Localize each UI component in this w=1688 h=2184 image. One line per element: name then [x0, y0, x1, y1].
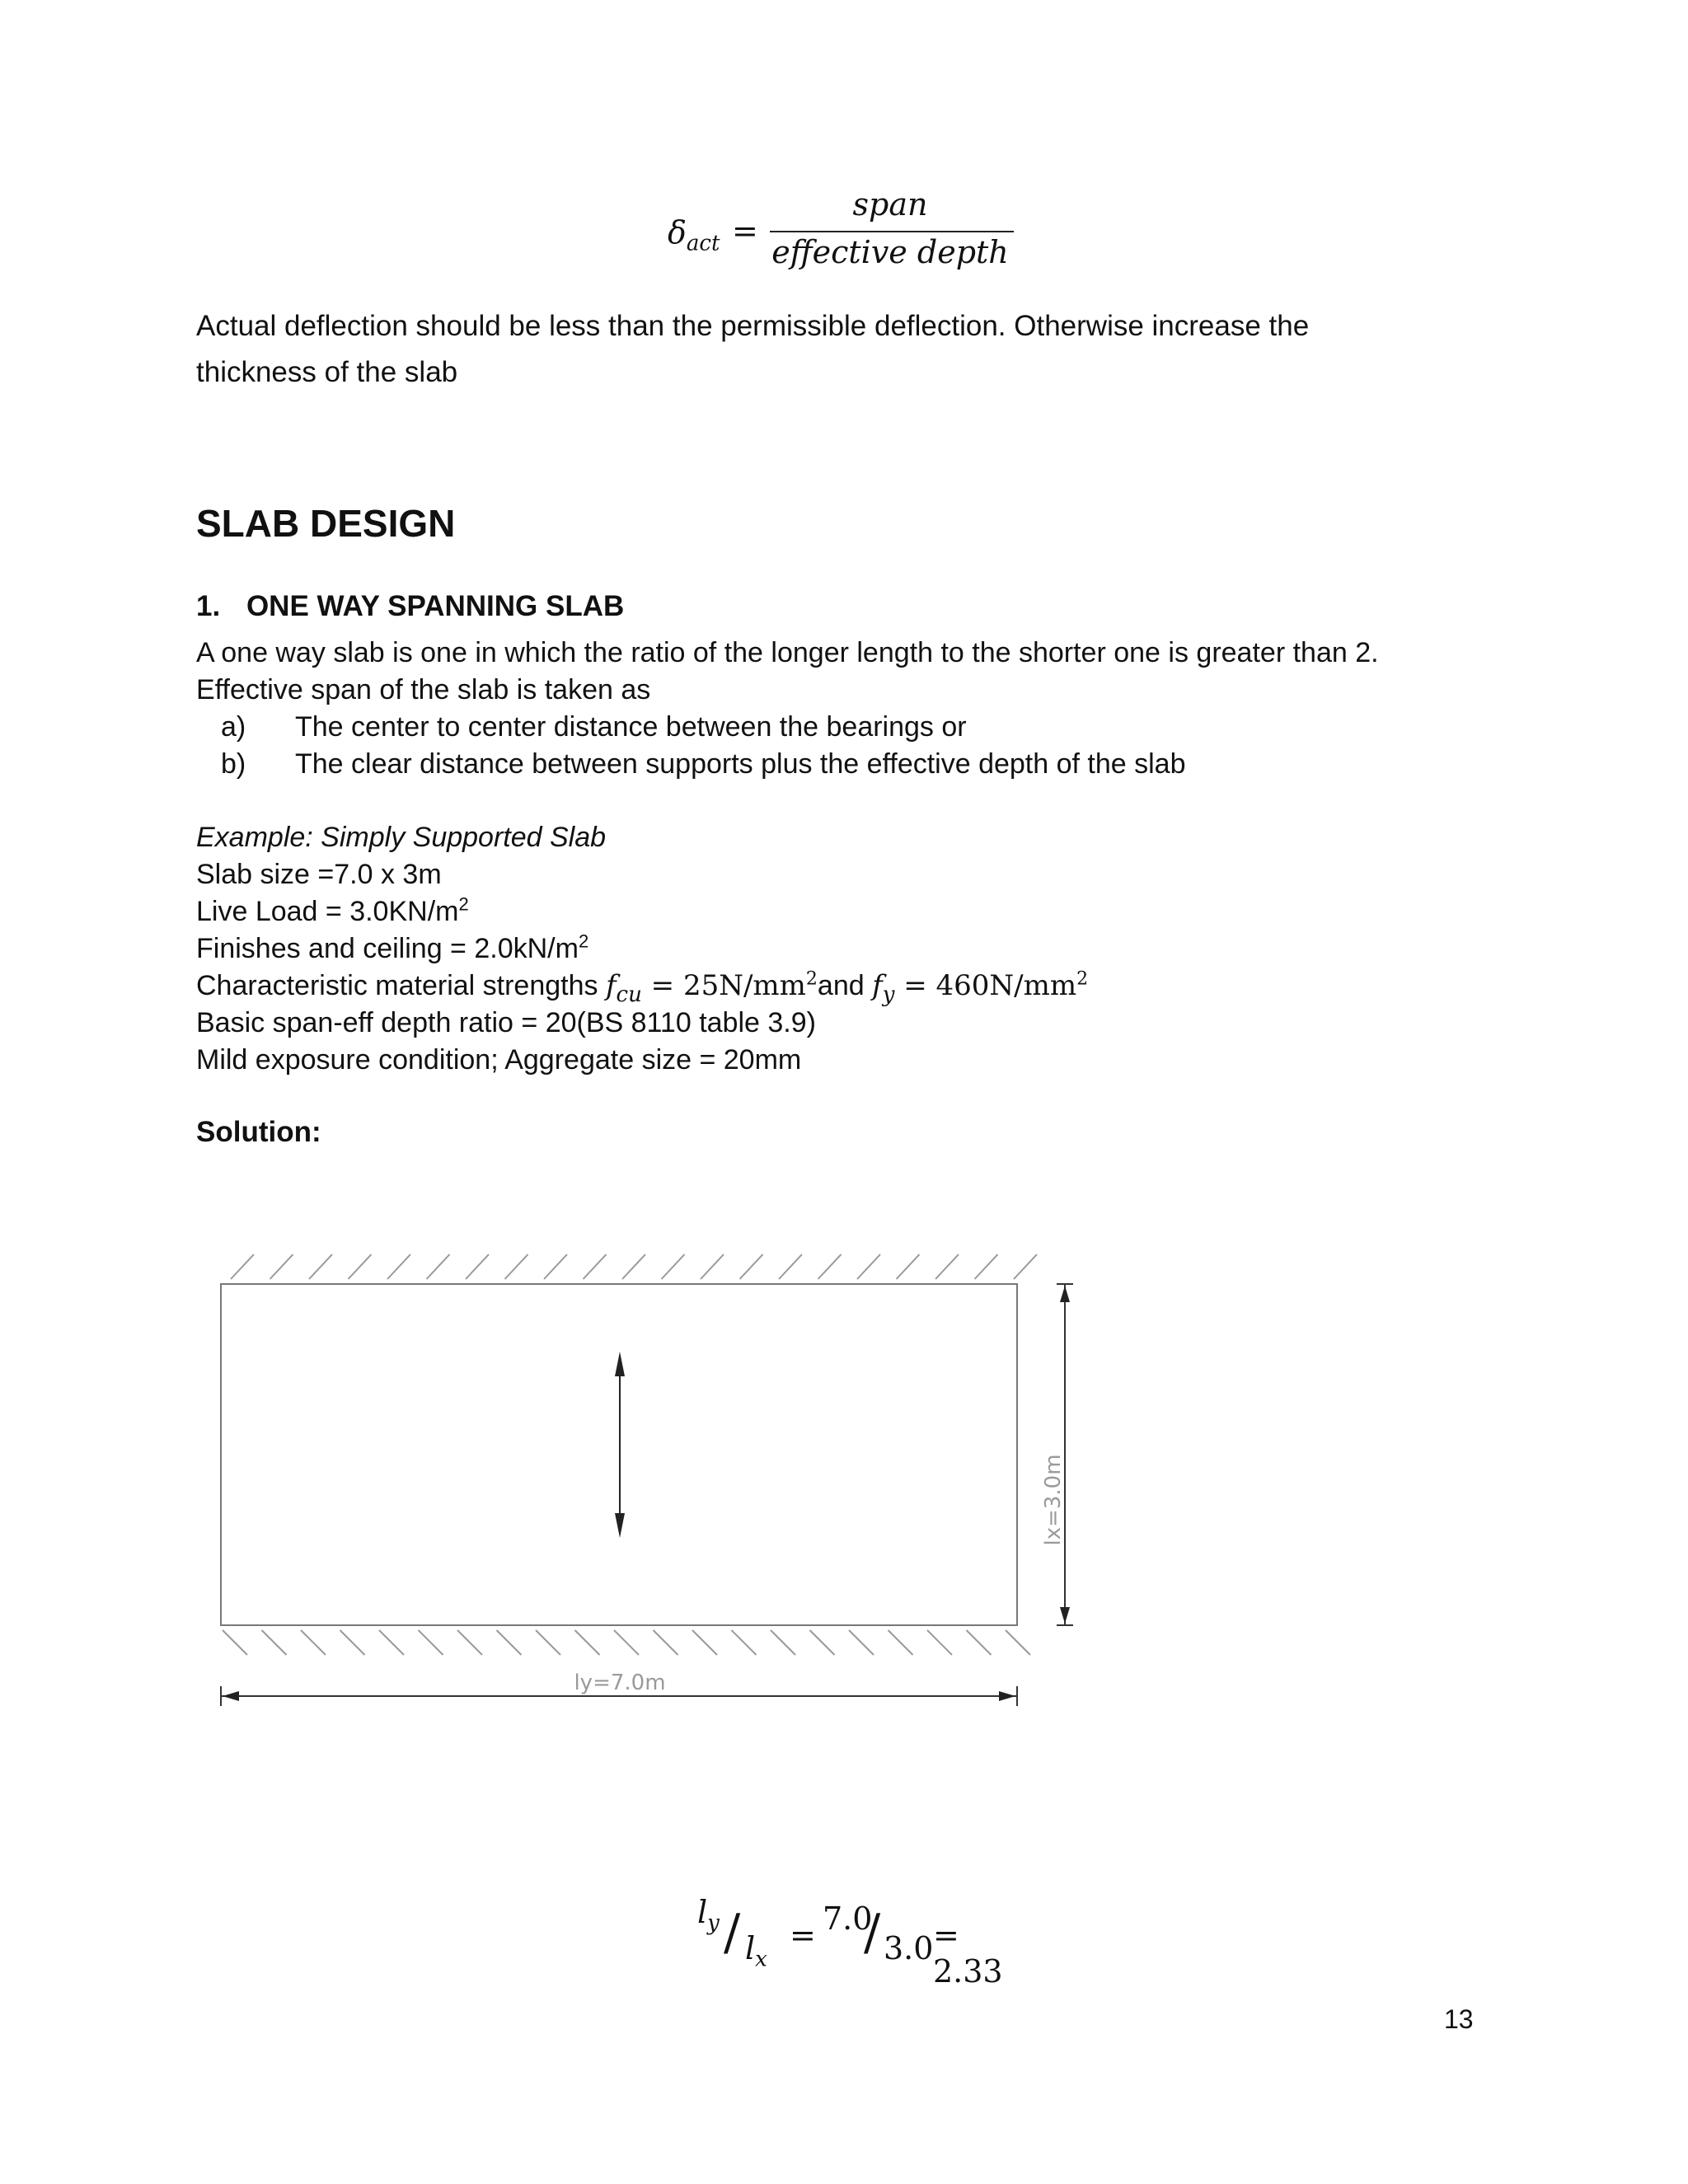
hatch-line: [927, 1630, 952, 1655]
list-item: [221, 746, 1186, 783]
list-text: The center to center distance between the bearings or: [295, 711, 967, 743]
hatch-line: [270, 1254, 293, 1279]
ly-arrow-left: [223, 1691, 239, 1701]
hatch-line: [849, 1630, 874, 1655]
lx-arrow-top: [1060, 1286, 1070, 1302]
ratio-value-denominator: 3.0: [884, 1930, 934, 1966]
equation-deflection: [668, 186, 1014, 280]
span-arrow-up: [615, 1352, 625, 1376]
ly-arrow-right: [999, 1691, 1015, 1701]
slab-diagram: [206, 1236, 1096, 1731]
hatch-line: [935, 1254, 959, 1279]
list-marker: b): [221, 748, 246, 780]
hatch-line: [701, 1254, 724, 1279]
hatch-line: [231, 1254, 254, 1279]
hatch-line: [427, 1254, 450, 1279]
span-arrow-down: [615, 1513, 625, 1538]
equation-ratio: [691, 1894, 1020, 1990]
ratio-denominator: $l_x$: [745, 1930, 767, 1972]
list-text: The clear distance between supports plus the effective depth of the slab: [295, 748, 1186, 780]
page-number: 13: [1444, 2004, 1474, 2034]
hatch-line: [622, 1254, 645, 1279]
hatch-line: [544, 1254, 567, 1279]
hatch-line: [818, 1254, 842, 1279]
fraction-bar: [770, 231, 1014, 232]
hatch-line: [779, 1254, 802, 1279]
hatch-line: [340, 1630, 365, 1655]
hatch-line: [387, 1254, 410, 1279]
equation-lhs: $\delta_{act}$: [668, 214, 720, 256]
hatch-line: [614, 1630, 639, 1655]
list-marker: a): [221, 711, 246, 743]
hatch-line: [975, 1254, 998, 1279]
hatch-line: [223, 1630, 247, 1655]
hatch-line: [536, 1630, 560, 1655]
hatch-line: [740, 1254, 763, 1279]
hatch-line: [810, 1630, 835, 1655]
subsection-title: ONE WAY SPANNING SLAB: [246, 590, 625, 622]
hatch-line: [575, 1630, 600, 1655]
example-title: Example: Simply Supported Slab: [196, 822, 607, 853]
hatch-line: [1014, 1254, 1037, 1279]
hatch-line: [1006, 1630, 1030, 1655]
definition-line-2: Effective span of the slab is taken as: [196, 674, 651, 705]
hatch-line: [419, 1630, 443, 1655]
hatch-line: [967, 1630, 992, 1655]
equals-sign: =: [732, 213, 758, 249]
solution-label: Solution:: [196, 1116, 321, 1148]
example-slab-size: Slab size =7.0 x 3m: [196, 859, 442, 890]
hatch-line: [732, 1630, 757, 1655]
ratio-value-slash: /: [864, 1904, 881, 1961]
hatch-line: [692, 1630, 717, 1655]
hatch-line: [857, 1254, 880, 1279]
example-span-ratio: Basic span-eff depth ratio = 20(BS 8110 table 3.9): [196, 1007, 816, 1038]
hatch-line: [309, 1254, 332, 1279]
bottom-support-hatch: [223, 1630, 1030, 1655]
hatch-line: [889, 1630, 913, 1655]
top-support-hatch: [231, 1254, 1037, 1279]
hatch-line: [457, 1630, 482, 1655]
ratio-numerator: $l_y$: [697, 1894, 720, 1936]
fraction-denominator: effective depth: [771, 234, 1009, 270]
lx-arrow-bottom: [1060, 1607, 1070, 1624]
hatch-line: [654, 1630, 678, 1655]
example-finishes: Finishes and ceiling = $2.0kN/m^2$: [196, 930, 589, 964]
section-title: SLAB DESIGN: [196, 502, 456, 545]
hatch-line: [897, 1254, 920, 1279]
ratio-equals: =: [790, 1917, 816, 1953]
fraction-numerator: span: [852, 186, 928, 223]
hatch-line: [301, 1630, 326, 1655]
example-material-strengths: Characteristic material strengths $f_{cu} = 25N/mm^2and$ $f_y = 460N/mm^2$: [196, 968, 1089, 1007]
hatch-line: [262, 1630, 287, 1655]
deflection-paragraph: Actual deflection should be less than the permissible deflection. Otherwise increase the thickness of the slab: [196, 310, 1310, 388]
hatch-line: [466, 1254, 489, 1279]
hatch-line: [349, 1254, 372, 1279]
subsection-number: 1.: [196, 590, 221, 622]
definition-line-1: A one way slab is one in which the ratio of the longer length to the shorter one is greater than 2.: [196, 637, 1379, 668]
ratio-slash: /: [724, 1904, 741, 1961]
ly-label: ly=7.0m: [574, 1671, 666, 1695]
subsection-heading: [196, 590, 624, 623]
ratio-value-numerator: 7.0: [823, 1900, 873, 1937]
example-live-load: Live Load = $3.0KN/m^2$: [196, 893, 469, 927]
hatch-line: [379, 1630, 404, 1655]
hatch-line: [771, 1630, 795, 1655]
hatch-line: [584, 1254, 607, 1279]
hatch-line: [662, 1254, 685, 1279]
lx-label: lx=3.0m: [1041, 1454, 1066, 1546]
example-exposure: Mild exposure condition; Aggregate size = 20mm: [196, 1044, 802, 1076]
hatch-line: [505, 1254, 528, 1279]
hatch-line: [497, 1630, 522, 1655]
ratio-result: = 2.33: [933, 1917, 1003, 1990]
list-item: [221, 709, 967, 746]
